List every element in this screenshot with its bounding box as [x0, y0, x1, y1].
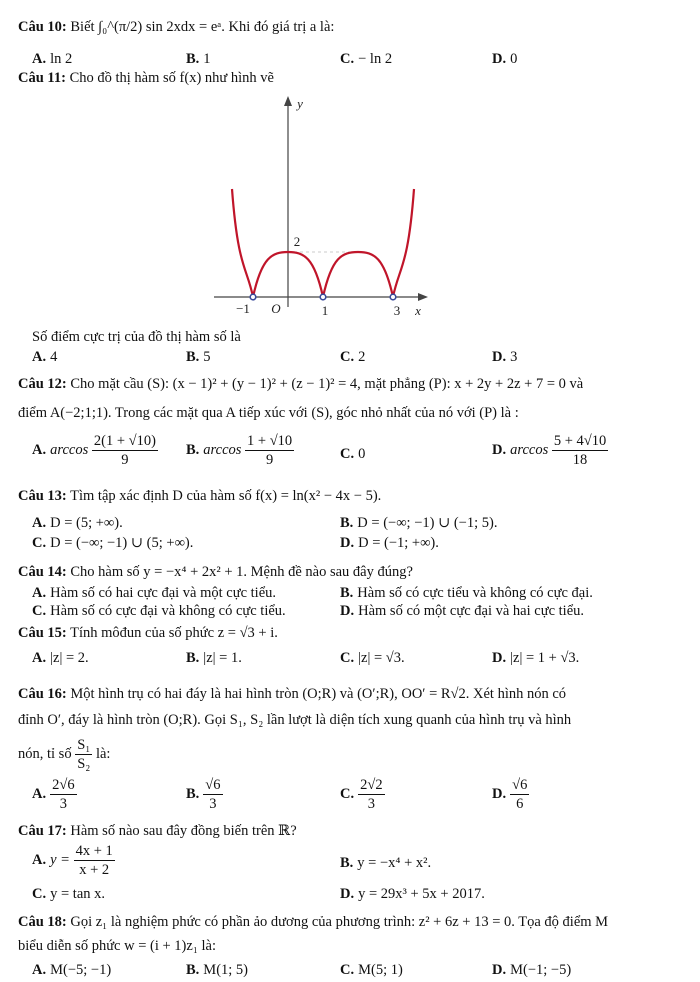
answer-c[interactable]: C. 0: [340, 446, 366, 462]
y-axis-arrow: [284, 96, 292, 106]
question-13: [18, 487, 682, 506]
answer-a[interactable]: A. |z| = 2.: [32, 650, 89, 666]
answer-d[interactable]: D. M(−1; −5): [492, 962, 572, 978]
answer-c[interactable]: C. |z| = √3.: [340, 650, 405, 666]
answer-a[interactable]: A. y = $\frac{4x + 1}{x + 2}$: [32, 843, 113, 878]
y-tick-label-2: 2: [293, 234, 301, 249]
question-text: Cho đồ thị hàm số f(x) như hình vẽ: [69, 70, 274, 86]
answers-12: [32, 432, 682, 476]
question-text: Một hình trụ có hai đáy là hai hình tròn (O;R) và (O′;R), OO′ = R√2. Xét hình nón có: [70, 686, 567, 702]
answer-b[interactable]: B. 5: [186, 349, 211, 365]
answer-d[interactable]: D. 0: [492, 51, 518, 67]
fraction: $\frac{\text{S₁}}{\text{S₂}}$: [77, 737, 91, 773]
answer-d[interactable]: D. arccos $\frac{5 + 4√10}{18}$: [492, 433, 607, 468]
answers-14-row2: [32, 601, 682, 623]
question-text: Biết ∫₀^(π/2) sin 2xdx = eᵃ. Khi đó giá trị a là:: [70, 19, 335, 35]
answer-a[interactable]: A. $\frac{2√6}{3}$: [32, 777, 75, 812]
answer-d[interactable]: D. $\frac{√6}{6}$: [492, 777, 528, 812]
answer-d[interactable]: D. |z| = 1 + √3.: [492, 650, 580, 666]
answers-11: [32, 347, 682, 369]
graph-curve: [232, 189, 414, 297]
function-graph: [214, 92, 484, 324]
answer-c[interactable]: C. Hàm số có cực đại và không có cực tiểu.: [32, 603, 286, 619]
fraction: $\frac{2(1 + √10)}{9}$: [93, 433, 156, 468]
question-16-line2: đỉnh O′, đáy là hình tròn (O;R). Gọi S₁, S₂ lần lượt là diện tích xung quanh của hình trụ và hình: [18, 712, 572, 728]
answer-c[interactable]: C. − ln 2: [340, 51, 393, 67]
fraction: $\frac{2√6}{3}$: [52, 777, 75, 812]
answers-10: [32, 49, 682, 71]
fraction: $\frac{√6}{6}$: [512, 777, 528, 812]
question-18-line2: biểu diễn số phức w = (i + 1)z₁ là:: [18, 938, 216, 954]
y-axis-label: y: [297, 96, 303, 111]
x-axis-label: x: [415, 303, 421, 318]
question-label: Câu 14:: [18, 564, 67, 580]
question-18: [18, 913, 682, 932]
question-text: Gọi z₁ là nghiệm phức có phần ảo dương của phương trình: z² + 6z + 13 = 0. Tọa độ điểm M: [70, 914, 609, 930]
question-14: [18, 563, 682, 582]
answer-a[interactable]: A. arccos $\frac{2(1 + √10)}{9}$: [32, 433, 156, 468]
answers-16: [32, 776, 682, 820]
x-tick-label-3: 3: [393, 303, 401, 318]
fraction: $\frac{4x + 1}{x + 2}$: [75, 843, 113, 878]
origin-label: O: [271, 301, 281, 316]
answer-a[interactable]: A. 4: [32, 349, 58, 365]
answer-a[interactable]: A. Hàm số có hai cực đại và một cực tiểu.: [32, 585, 276, 601]
answer-b[interactable]: B. y = −x⁴ + x².: [340, 855, 432, 871]
marked-point-1: [250, 294, 256, 300]
answer-c[interactable]: C. $\frac{2√2}{3}$: [340, 777, 383, 812]
question-text: Cho mặt cầu (S): (x − 1)² + (y − 1)² + (z − 1)² = 4, mặt phẳng (P): x + 2y + 2z + 7 = 0 và: [70, 376, 584, 392]
question-label: Câu 17:: [18, 823, 67, 839]
answers-18: [32, 960, 682, 982]
question-12-line2: điểm A(−2;1;1). Trong các mặt qua A tiếp xúc với (S), góc nhỏ nhất của nó với (P) là :: [18, 405, 519, 421]
answer-c[interactable]: C. y = tan x.: [32, 886, 106, 902]
question-12: [18, 375, 682, 394]
answer-c[interactable]: C. 2: [340, 349, 366, 365]
question-11-prompt: Số điểm cực trị của đồ thị hàm số là: [32, 329, 241, 345]
question-15: [18, 624, 682, 643]
fraction: $\frac{1 + √10}{9}$: [247, 433, 293, 468]
question-11: [18, 69, 682, 88]
answer-b[interactable]: B. $\frac{√6}{3}$: [186, 777, 221, 812]
answer-b[interactable]: B. M(1; 5): [186, 962, 249, 978]
graph-curve-path: [232, 189, 414, 297]
question-text: Tính môđun của số phức z = √3 + i.: [70, 625, 278, 641]
question-text: Tìm tập xác định D của hàm số f(x) = ln(x² − 4x − 5).: [70, 488, 382, 504]
answer-b[interactable]: B. D = (−∞; −1) ∪ (−1; 5).: [340, 515, 498, 531]
answer-a[interactable]: A. ln 2: [32, 51, 73, 67]
question-label: Câu 13:: [18, 488, 67, 504]
question-10: [18, 18, 682, 37]
marked-point-2: [320, 294, 326, 300]
answer-d[interactable]: D. y = 29x³ + 5x + 2017.: [340, 886, 485, 902]
question-label: Câu 11:: [18, 70, 66, 86]
question-label: Câu 16:: [18, 686, 67, 702]
answer-b[interactable]: B. |z| = 1.: [186, 650, 242, 666]
question-17: [18, 822, 682, 841]
question-label: Câu 18:: [18, 914, 67, 930]
question-16: [18, 685, 682, 704]
question-label: Câu 12:: [18, 376, 67, 392]
axis-labels: [236, 96, 421, 318]
answer-a[interactable]: A. M(−5; −1): [32, 962, 112, 978]
answers-13-row2: [32, 533, 682, 555]
question-text: Cho hàm số y = −x⁴ + 2x² + 1. Mệnh đề nào sau đây đúng?: [70, 564, 413, 580]
marked-point-3: [390, 294, 396, 300]
x-axis-arrow: [418, 293, 428, 301]
fraction: $\frac{√6}{3}$: [205, 777, 221, 812]
answer-b[interactable]: B. Hàm số có cực tiểu và không có cực đại.: [340, 585, 593, 601]
question-text: Hàm số nào sau đây đồng biến trên ℝ?: [70, 823, 297, 839]
answer-d[interactable]: D. D = (−1; +∞).: [340, 535, 439, 551]
answers-13-row1: [32, 513, 682, 535]
answer-d[interactable]: D. 3: [492, 349, 518, 365]
question-label: Câu 15:: [18, 625, 67, 641]
answer-a[interactable]: A. D = (5; +∞).: [32, 515, 123, 531]
answers-17-row1: [32, 842, 682, 884]
question-label: Câu 10:: [18, 19, 67, 35]
fraction: $\frac{2√2}{3}$: [360, 777, 383, 812]
answer-d[interactable]: D. Hàm số có một cực đại và hai cực tiểu.: [340, 603, 584, 619]
answers-15: [32, 648, 682, 670]
answer-b[interactable]: B. arccos $\frac{1 + √10}{9}$: [186, 433, 293, 468]
x-tick-label-1: 1: [321, 303, 329, 318]
answer-b[interactable]: B. 1: [186, 51, 211, 67]
answers-17-row2: [32, 884, 682, 906]
answer-c[interactable]: C. M(5; 1): [340, 962, 403, 978]
x-tick-label-minus1: −1: [236, 301, 250, 316]
question-16-line3: nón, tỉ số $\frac{\text{S₁}}{\text{S₂}}$ là:: [18, 737, 111, 773]
answer-c[interactable]: C. D = (−∞; −1) ∪ (5; +∞).: [32, 535, 194, 551]
fraction: $\frac{5 + 4√10}{18}$: [553, 433, 607, 468]
